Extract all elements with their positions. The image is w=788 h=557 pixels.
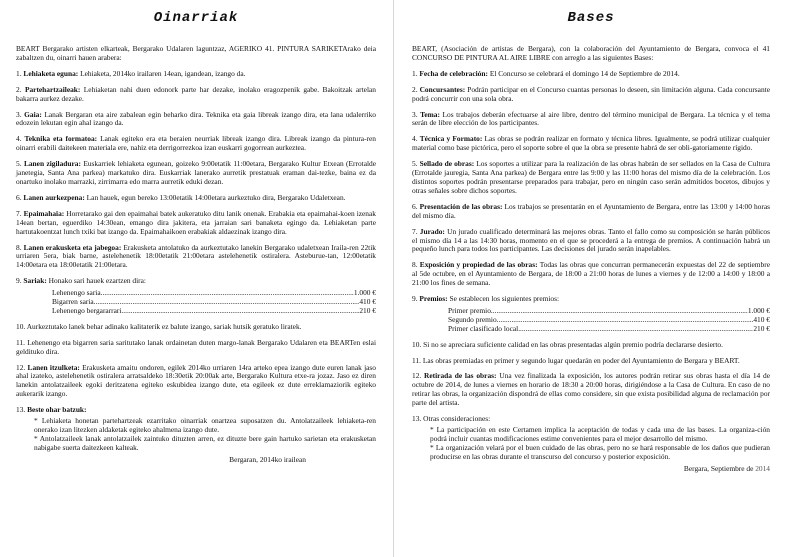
spanish-rule-11 [412, 357, 770, 366]
basque-title: Oinarriak [153, 10, 239, 26]
spanish-rule-10 [412, 341, 770, 350]
rule-body: Los trabajos deberán efectuarse al aire libre, dentro del término municipal de Bergara. La técnica y el tema serán de libre elección de los participantes. [412, 109, 770, 128]
basque-rule-11 [16, 339, 376, 357]
rule-body: Aurkeztutako lanek behar adinako kalitaterik ez balute izango, sariak hutsik geratuko liratek. [26, 321, 302, 331]
rule-heading: Sellado de obras: [419, 159, 475, 169]
rule-heading: Concursantes: [419, 84, 466, 94]
basque-rules-list [16, 70, 376, 286]
rule-body: Las obras se podrán realizar en formato y técnica libres. Igualmente, se podrá utilizar cualquier material como base pictórica, pero el soporte sobre el que la obra se presente habrá de ser obli-gatoriamente rígido. [412, 134, 770, 153]
prize-amount: 410 € [359, 297, 376, 307]
rule-number: 10. [16, 321, 26, 331]
rule-number: 13. [16, 405, 26, 415]
basque-rule-4 [16, 135, 376, 153]
rule-heading: Fecha de celebración: [419, 68, 488, 78]
rule-number: 7. [412, 226, 418, 236]
rule-body: Erakusketa antolatuko da aurkeztutako lanekin Bergarako udaletxean Iraila-ren 22tik urriaren 5era, biak barne, astelehenetik 18:00etatik 21:00etara astelehenetik ostiralera. Asteburue-tan, 12:00etatik 14:00etara eta 18:00etatik 21:00etara. [16, 242, 376, 270]
rule-body: Los soportes a utilizar para la realización de las obras habrán de ser sellados en la Casa de Cultura (Errotalde jauregia, Santa Ana parkea) de Bergara entre las 9:00 y las 11:00 horas del mismo día de la celebración. Los distintos soportes podrán presentarse preparados para trabajar, pero en ningún caso serán admitidos bocetos, dibujos y otras señales sobre dichos soportes. [412, 159, 770, 195]
rule-heading: Tema: [420, 109, 440, 119]
prize-dot-leader [497, 316, 754, 325]
note-bullet: * [430, 442, 436, 452]
note-text: La participación en este Certamen implica la aceptación de todas y cada una de las bases. La organiza-ción podrá incluir cuantas modificaciones estime convenientes para el mejor desarrollo del mismo. [430, 425, 770, 443]
basque-rule-8 [16, 244, 376, 271]
spanish-rule-5 [412, 160, 770, 196]
rule-heading: Lanen itzulketa: [27, 362, 80, 372]
spanish-rule-1 [412, 70, 770, 79]
rule-body: Otras consideraciones: [423, 414, 491, 424]
rule-number: 5. [16, 159, 22, 169]
basque-notes [16, 417, 376, 453]
rule-heading: Lanen zigiladura: [23, 159, 81, 169]
spanish-signature [412, 465, 770, 474]
rule-heading: Jurado: [419, 226, 445, 236]
spanish-rule-8 [412, 261, 770, 288]
rule-body: Las obras premiadas en primer y segundo lugar quedarán en poder del Ayuntamiento de Bergara y BEART. [422, 355, 740, 365]
rule-number: 11. [412, 355, 421, 365]
prize-amount: 410 € [753, 314, 770, 324]
rule-number: 4. [412, 134, 418, 144]
rule-number: 1. [412, 68, 418, 78]
prize-label: Lehenengo saria [52, 288, 101, 298]
note-bullet: * [34, 433, 40, 443]
prize-label: Bigarren saria [52, 297, 94, 307]
rule-body: Euskarriek lehiaketa egunean, goizeko 9:00etatik 11:00etara, Bergarako Kultur Etxean (Errotalde janetegia, Santa Ana parkea) markatuko dira. Euskarriak lanerako aurretik prestatuak eraman dai-tezke, baina ez da onartuko inolako marrazki, zirrimarra edo marra aurretik eduki dezan. [16, 159, 376, 186]
rule-number: 2. [16, 84, 22, 94]
spanish-rule-13 [412, 415, 770, 424]
note-bullet: * [34, 416, 42, 426]
spanish-rules-list [412, 70, 770, 304]
rule-body: Lan hauek, egun bereko 13:00etatik 14:00etara aurkeztuko dira, Bergarako Udaletxean. [86, 192, 346, 202]
rule-heading: Exposición y propiedad de las obras: [419, 260, 538, 270]
rule-number: 12. [16, 362, 26, 372]
rule-body: Una vez finalizada la exposición, los autores podrán retirar sus obras hasta el día 14 de octubre de 2014, de lunes a viernes en horario de 18:30 a 20:00 horas, dirigiéndose a la Casa de Cultura. En caso de no retirar las obras, la organización dispondrá de ellas como considere, sin que exista posibilidad alguna de reclamación por parte del artista. [412, 371, 770, 408]
spanish-rule-4 [412, 135, 770, 153]
rule-heading: Presentación de las obras: [419, 201, 503, 211]
spanish-rule-3 [412, 111, 770, 129]
rule-number: 4. [16, 134, 22, 144]
spanish-note [412, 444, 770, 462]
rule-heading: Teknika eta formatoa: [24, 134, 98, 144]
spanish-prize-row [412, 325, 770, 334]
note-text: Antolatzaileek lanak antolatzailek zaintuko dituzten arren, ez dituzte bere gain hartuko sarietan eta erakusketan nabigabe suerta daitezkeen kalteak. [34, 433, 376, 452]
basque-signature [16, 456, 376, 465]
basque-intro: BEART Bergarako artisten elkarteak, Bergarako Udalaren laguntzaz, AGERIKO 41. PINTURA SARIKETArako deia zabaltzen du, oinarri hauen arabera: [16, 44, 376, 62]
rule-body: Lehenengo eta bigarren saria saritutako lanak ordainetan duten margo-lanak Bergarako Udalaren eta BEARTen eslai geldituko dira. [16, 337, 376, 356]
rule-heading: Epaimahaia: [23, 208, 65, 218]
prize-label: Segundo premio [448, 314, 497, 324]
rule-number: 1. [16, 68, 22, 78]
rule-number: 10. [412, 339, 422, 349]
rule-number: 9. [412, 294, 418, 304]
basque-rule-9 [16, 277, 376, 286]
rule-number: 2. [412, 84, 418, 94]
basque-rule-7 [16, 210, 376, 237]
basque-note [16, 435, 376, 453]
note-bullet: * [430, 425, 437, 434]
spanish-title: Bases [567, 10, 615, 26]
spanish-intro: BEART, (Asociación de artistas de Bergara), con la colaboración del Ayuntamiento de Bergara, convoca el 41 CONCURSO DE PINTURA AL AIRE LIBRE con arreglo a las siguientes Bases: [412, 44, 770, 62]
prize-dot-leader [491, 307, 748, 316]
basque-rule-6 [16, 194, 376, 203]
rule-number: 3. [412, 109, 418, 119]
rule-body: Lanak Bergaran eta aire zabalean egin beharko dira. Teknika eta gaia libreak izango dira, eta lana udalerriko edozein lekutan egin ahal izango da. [16, 109, 376, 128]
spanish-rule-7 [412, 228, 770, 255]
prize-dot-leader [518, 325, 753, 334]
rule-heading: Sariak: [23, 276, 47, 286]
rule-heading: Técnica y Formato: [419, 134, 483, 144]
rule-body: Los trabajos se presentarán en el Ayuntamiento de Bergara, entre las 13:00 y 14:00 horas del mismo día. [412, 201, 770, 220]
rule-heading: Lanen aurkezpena: [23, 192, 85, 202]
spanish-notes [412, 426, 770, 462]
note-text: Lehiaketa honetan partehartzeak ezarritako oinarriak onartzea suposatzen du. Antolatzaileek lehiaketa-ren onerako izan litezken aldaketak egiteko ahalmena izango dute. [34, 416, 377, 434]
rule-number: 12. [412, 371, 422, 381]
prize-label: Primer clasificado local [448, 323, 519, 333]
rule-heading: Retirada de las obras: [424, 371, 497, 381]
prize-amount: 210 € [753, 323, 770, 333]
prize-dot-leader [101, 289, 354, 298]
rule-number: 8. [412, 260, 418, 270]
rule-number: 7. [16, 208, 22, 218]
prize-label: Lehenengo bergararrari [52, 305, 122, 315]
rule-body: Horretarako gai den epaimahai batek aukeratuko ditu lanik onenak. Erabakia eta epaimahai-koen izenak 14ean bertan, eguerdiko 14:30ean, emango dira jakitera, eta jarraian sari banaketa egingo da. Lehiaketan parte hartutakoentzat lunch txiki bat izango da. Epaimahaikoen erabakiak aldaezinak izango dira. [16, 208, 376, 236]
spanish-column [394, 0, 788, 557]
prize-dot-leader [121, 307, 359, 316]
rule-body: Se establecen los siguientes premios: [449, 294, 560, 304]
rule-body: Lehiaketan nahi duen edonork parte har dezake, inolako eragozpenik gabe. Bakoitzak artelan bakarra aurkez dezake. [16, 84, 376, 103]
spanish-note [412, 426, 770, 444]
rule-body: Si no se apreciara suficiente calidad en las obras presentadas algún premio podría declararse desierto. [423, 339, 723, 349]
rule-body: Lanak egiteko era eta beraien neurriak libreak izango dira. Libreak izango da pintura-ren oinarri erabili daitekeen materiala ere, nahiz eta derrigorrezkoa izan euskarri gogorrean aurkeztea. [16, 134, 376, 153]
spanish-signature-text: Bergara, Septiembre de [683, 463, 754, 473]
rule-body: Lehiaketa, 2014ko irailaren 14ean, igandean, izango da. [80, 68, 246, 78]
rule-heading: Lehiaketa eguna: [23, 68, 79, 78]
basque-rule-10 [16, 323, 376, 332]
rule-number: 13. [412, 414, 422, 424]
prize-amount: 210 € [359, 305, 376, 315]
basque-rule-3 [16, 111, 376, 129]
rule-heading: Beste ohar batzuk: [27, 405, 87, 415]
rule-heading: Gaia: [24, 109, 42, 119]
basque-signature-text: Bergaran, 2014ko irailean [229, 454, 306, 464]
basque-rule-5 [16, 160, 376, 187]
rule-number: 3. [16, 109, 22, 119]
basque-rule-13 [16, 406, 376, 415]
basque-prize-row [16, 307, 376, 316]
spanish-rule-9 [412, 295, 770, 304]
rule-body: Todas las obras que concurran permanecerán expuestas del 22 de septiembre al 5de octubre, en el Ayuntamiento de Bergara, de 18:00 a 21:00 horas de lunes a viernes y de 12:00 a 14:00 y 18:00 a 21:00 los fines de semana. [412, 260, 770, 288]
rule-body: Honako sari hauek ezartzen dira: [48, 276, 146, 286]
note-text: La organización velará por el buen cuidado de las obras, pero no se hará responsable de los daños que pudieran producirse en las obras durante el transcurso del concurso y posterior exposición. [430, 442, 770, 461]
rule-body: Un jurado cualificado determinará las mejores obras. Tanto el fallo como su composición se harán públicos el mismo día 14 a las 14:30 horas, momento en el que se procederá a la entrega de premios. A continuación habrá un pequeño lunch para todos los participantes. Las decisiones del jurado serán inapelables. [412, 226, 771, 254]
rule-heading: Lanen erakusketa eta jabegoa: [23, 242, 122, 252]
basque-prize-list [16, 289, 376, 316]
basque-rule-1 [16, 70, 376, 79]
spanish-prize-list [412, 307, 770, 334]
rule-heading: Partehartzaileak: [24, 84, 81, 94]
prize-label: Primer premio [448, 305, 491, 315]
rule-heading: Premios: [419, 294, 448, 304]
rule-number: 5. [412, 159, 418, 169]
prize-amount: 1.000 € [353, 288, 376, 298]
basque-rule-2 [16, 86, 376, 104]
rule-number: 6. [412, 201, 418, 211]
spanish-rule-2 [412, 86, 770, 104]
spanish-rule-6 [412, 203, 770, 221]
rule-number: 6. [16, 192, 22, 202]
prize-amount: 1.000 € [747, 305, 770, 315]
prize-dot-leader [94, 298, 360, 307]
basque-note [16, 417, 376, 435]
rule-body: Erakusketa amaitu ondoren, egilek 2014ko urriaren 14ra arteko epea izango dute euren lanak jaso ahal izateko, astelehenetik ostiralera arratsaldeko 18:30etik 20:00ak arte, Bergarako Kultura etxe-ra jozaz. Jaso ez diren lanekin antolatzaileek egoki deritzatena egiteko eskubidea izango dute, eta egileek ez dute erreklamaziorik egiteko aukerarik izango. [16, 362, 376, 399]
spanish-rules-list-continued [412, 341, 770, 424]
spanish-signature-year: 2014 [755, 463, 770, 473]
spanish-rule-12 [412, 372, 770, 408]
rule-number: 8. [16, 242, 22, 252]
basque-rules-list-continued [16, 323, 376, 415]
basque-rule-12 [16, 364, 376, 400]
rule-body: Podrán participar en el Concurso cuantas personas lo deseen, sin limitación alguna. Cada concursante podrá concurrir con una sola obra. [412, 84, 770, 103]
rule-number: 9. [16, 276, 22, 286]
rule-number: 11. [16, 337, 25, 347]
rule-body: El Concurso se celebrará el domingo 14 de Septiembre de 2014. [489, 68, 680, 78]
